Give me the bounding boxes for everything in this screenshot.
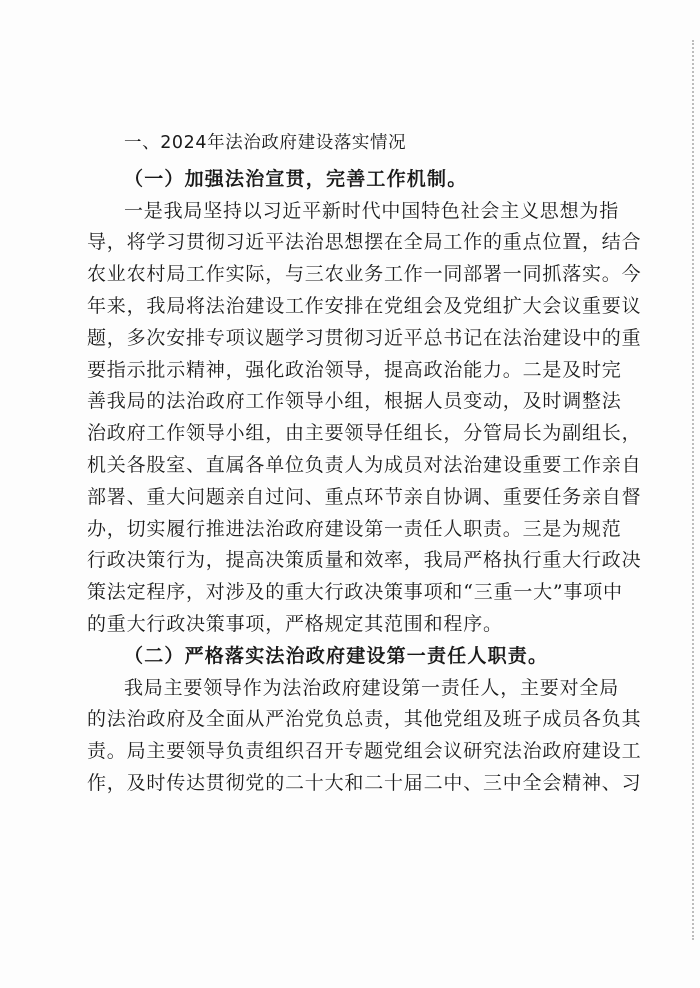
- paragraph-line: 农业农村局工作实际，与三农业务工作一同部署一同抓落实。今: [87, 263, 642, 286]
- paragraph-line: 导，将学习贯彻习近平法治思想摆在全局工作的重点位置，结合: [87, 231, 642, 254]
- paragraph-line: 要指示批示精神，强化政治领导，提高政治能力。二是及时完: [87, 358, 622, 381]
- paragraph-line: 的法治政府及全面从严治党负总责，其他党组及班子成员各负其: [87, 708, 642, 731]
- paragraph-line: 作，及时传达贯彻党的二十大和二十届二中、三中全会精神、习: [87, 771, 642, 794]
- paragraph-line: 年来，我局将法治建设工作安排在党组会及党组扩大会议重要议: [87, 294, 642, 317]
- paragraph-line: 机关各股室、直属各单位负责人为成员对法治建设重要工作亲自: [87, 453, 642, 476]
- section-heading: 一、2024年法治政府建设落实情况: [124, 133, 407, 153]
- paragraph-2: [87, 673, 642, 800]
- paragraph-line: 部署、重大问题亲自过问、重点环节亲自协调、重要任务亲自督: [87, 485, 642, 508]
- paragraph-1: [87, 196, 642, 641]
- paragraph-line: 善我局的法治政府工作领导小组，根据人员变动，及时调整法: [87, 390, 622, 413]
- paragraph-line: 的重大行政决策事项，严格规定其范围和程序。: [87, 612, 503, 635]
- paragraph-line: 行政决策行为，提高决策质量和效率，我局严格执行重大行政决: [87, 549, 642, 572]
- sub-heading-1: （一）加强法治宣贯，完善工作机制。: [124, 167, 468, 190]
- paragraph-line: 责。局主要领导负责组织召开专题党组会议研究法治政府建设工: [87, 740, 642, 763]
- paragraph-line: 策法定程序，对涉及的重大行政决策事项和“三重一大”事项中: [87, 581, 623, 604]
- paragraph-line: 我局主要领导作为法治政府建设第一责任人，主要对全局: [124, 676, 620, 699]
- scan-edge-mark: [689, 40, 694, 940]
- sub-heading-2: （二）严格落实法治政府建设第一责任人职责。: [124, 644, 549, 667]
- paragraph-line: 题，多次安排专项议题学习贯彻习近平总书记在法治建设中的重: [87, 326, 642, 349]
- paragraph-line: 一是我局坚持以习近平新时代中国特色社会主义思想为指: [124, 199, 620, 222]
- paragraph-line: 治政府工作领导小组，由主要领导任组长，分管局长为副组长，: [87, 422, 642, 445]
- paragraph-line: 办，切实履行推进法治政府建设第一责任人职责。三是为规范: [87, 517, 622, 540]
- document-body: [87, 128, 642, 800]
